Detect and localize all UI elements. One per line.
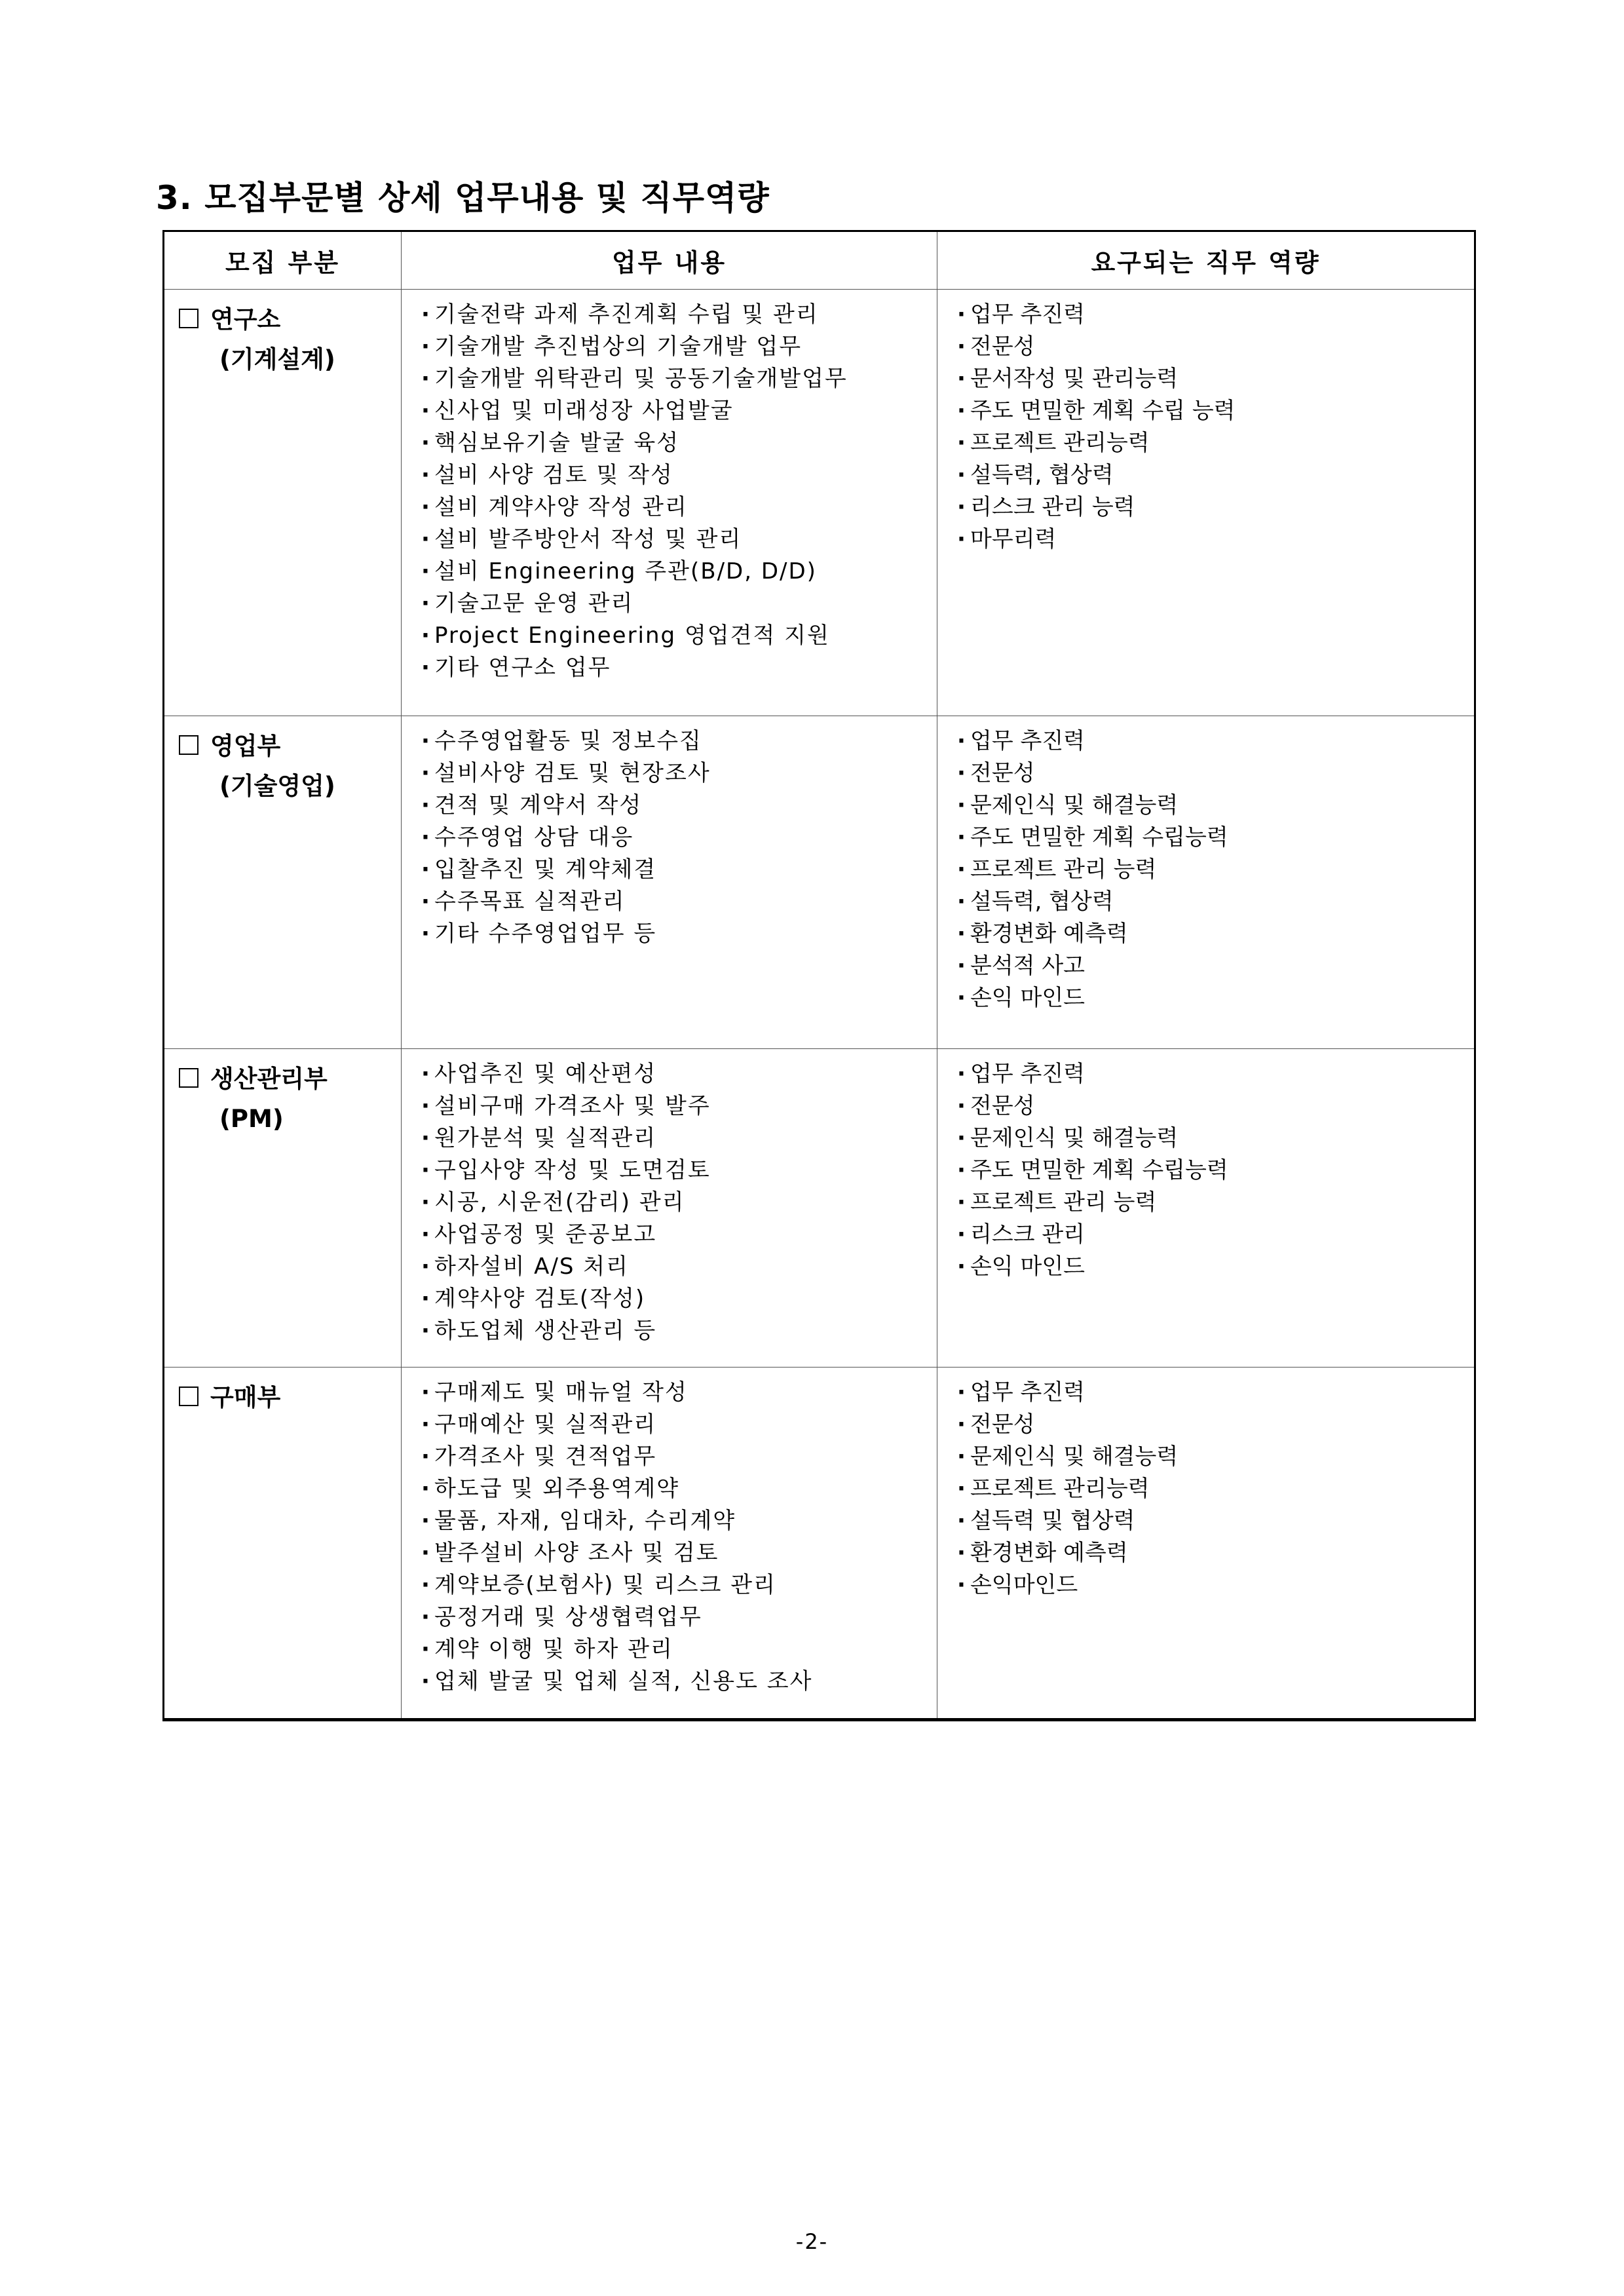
skill-item [957, 1090, 1474, 1122]
bullet-dot-icon: · [957, 1379, 966, 1406]
skill-item [957, 790, 1474, 822]
task-text: 기술개발 추진법상의 기술개발 업무 [434, 334, 803, 360]
bullet-dot-icon: · [421, 1061, 431, 1087]
skills-cell [937, 716, 1475, 1049]
bullet-dot-icon: · [421, 301, 431, 328]
task-item [421, 757, 937, 790]
task-item [421, 299, 937, 331]
skill-item [957, 1377, 1474, 1409]
task-item [421, 1122, 937, 1155]
skills-cell [937, 1368, 1475, 1720]
bullet-dot-icon: · [421, 1572, 431, 1598]
task-text: 신사업 및 미래성장 사업발굴 [434, 398, 734, 424]
task-item [421, 491, 937, 524]
skill-item [957, 950, 1474, 982]
task-text: 발주설비 사양 조사 및 검토 [434, 1540, 719, 1566]
task-text: 하도급 및 외주용역계약 [434, 1476, 680, 1502]
checkbox-square-icon [179, 1387, 198, 1406]
skill-text: 문서작성 및 관리능력 [970, 366, 1179, 392]
skill-text: 프로젝트 관리 능력 [970, 856, 1157, 883]
task-item [421, 1219, 937, 1251]
bullet-dot-icon: · [957, 1253, 966, 1280]
table-row [164, 1049, 1475, 1368]
department-name: 구매부 [210, 1383, 281, 1411]
department-label [164, 716, 401, 805]
skill-item [957, 459, 1474, 491]
bullet-dot-icon: · [957, 334, 966, 360]
tasks-cell [402, 1049, 937, 1368]
task-item [421, 1537, 937, 1569]
tasks-cell [402, 716, 937, 1049]
skill-item [957, 363, 1474, 395]
department-label [164, 1368, 401, 1419]
checkbox-square-icon [179, 309, 198, 328]
skill-text: 문제인식 및 해결능력 [970, 792, 1179, 818]
skills-cell [937, 1049, 1475, 1368]
task-item [421, 1377, 937, 1409]
task-item [421, 395, 937, 427]
skill-item [957, 331, 1474, 363]
task-item [421, 1090, 937, 1122]
bullet-dot-icon: · [421, 655, 431, 681]
skill-text: 설득력, 협상력 [970, 889, 1114, 915]
skill-item [957, 918, 1474, 950]
task-text: 설비사양 검토 및 현장조사 [434, 760, 711, 786]
task-list [402, 1368, 937, 1698]
task-text: 시공, 시운전(감리) 관리 [434, 1189, 685, 1215]
task-text: 계약보증(보험사) 및 리스크 관리 [434, 1572, 776, 1598]
task-item [421, 620, 937, 652]
department-subtitle: (기술영업) [219, 772, 335, 800]
bullet-dot-icon: · [421, 462, 431, 488]
bullet-dot-icon: · [957, 1221, 966, 1248]
task-list [402, 716, 937, 950]
skill-text: 손익 마인드 [970, 985, 1086, 1011]
tasks-cell [402, 290, 937, 716]
bullet-dot-icon: · [421, 792, 431, 818]
task-item [421, 459, 937, 491]
skill-text: 업무 추진력 [970, 1379, 1086, 1406]
bullet-dot-icon: · [421, 1286, 431, 1312]
task-list [402, 1049, 937, 1347]
bullet-dot-icon: · [957, 430, 966, 456]
bullet-dot-icon: · [957, 398, 966, 424]
task-text: 설비 Engineering 주관(B/D, D/D) [434, 558, 817, 584]
skill-item [957, 427, 1474, 459]
task-item [421, 556, 937, 588]
skill-text: 문제인식 및 해결능력 [970, 1125, 1179, 1151]
bullet-dot-icon: · [957, 728, 966, 754]
task-list [402, 290, 937, 684]
bullet-dot-icon: · [421, 921, 431, 947]
task-item [421, 331, 937, 363]
task-item [421, 363, 937, 395]
department-name: 생산관리부 [210, 1065, 328, 1093]
bullet-dot-icon: · [957, 526, 966, 552]
skill-item [957, 1409, 1474, 1441]
header-tasks: 업무 내용 [402, 231, 937, 290]
skill-item [957, 1569, 1474, 1601]
department-cell [164, 290, 402, 716]
bullet-dot-icon: · [421, 1157, 431, 1183]
task-text: 가격조사 및 견적업무 [434, 1444, 657, 1470]
skill-list [937, 716, 1474, 1014]
bullet-dot-icon: · [957, 1444, 966, 1470]
bullet-dot-icon: · [421, 856, 431, 883]
bullet-dot-icon: · [421, 1411, 431, 1438]
task-item [421, 886, 937, 918]
header-department: 모집 부분 [164, 231, 402, 290]
task-text: 기타 수주영업업무 등 [434, 921, 657, 947]
bullet-dot-icon: · [421, 1508, 431, 1534]
skill-item [957, 854, 1474, 886]
skill-text: 전문성 [970, 1093, 1035, 1119]
task-text: 하도업체 생산관리 등 [434, 1318, 657, 1344]
bullet-dot-icon: · [421, 1604, 431, 1630]
bullet-dot-icon: · [957, 366, 966, 392]
task-item [421, 1441, 937, 1473]
task-item [421, 918, 937, 950]
skill-item [957, 757, 1474, 790]
department-label [164, 290, 401, 379]
bullet-dot-icon: · [421, 1253, 431, 1280]
bullet-dot-icon: · [421, 1444, 431, 1470]
bullet-dot-icon: · [421, 1540, 431, 1566]
task-item [421, 1058, 937, 1090]
task-text: 계약 이행 및 하자 관리 [434, 1636, 673, 1662]
bullet-dot-icon: · [421, 622, 431, 649]
task-item [421, 652, 937, 684]
task-text: 설비 발주방안서 작성 및 관리 [434, 526, 742, 552]
skills-cell [937, 290, 1475, 716]
task-item [421, 588, 937, 620]
task-item [421, 790, 937, 822]
bullet-dot-icon: · [957, 1572, 966, 1598]
skill-text: 전문성 [970, 334, 1035, 360]
bullet-dot-icon: · [957, 889, 966, 915]
skill-item [957, 725, 1474, 757]
skill-text: 환경변화 예측력 [970, 1540, 1128, 1566]
skill-text: 업무 추진력 [970, 301, 1086, 328]
bullet-dot-icon: · [421, 1125, 431, 1151]
skill-item [957, 1155, 1474, 1187]
skill-item [957, 886, 1474, 918]
skill-text: 프로젝트 관리능력 [970, 1476, 1150, 1502]
task-text: 사업공정 및 준공보고 [434, 1221, 657, 1248]
task-item [421, 1666, 937, 1698]
bullet-dot-icon: · [421, 494, 431, 520]
header-skills: 요구되는 직무 역량 [937, 231, 1475, 290]
task-text: 기타 연구소 업무 [434, 655, 611, 681]
skill-text: 전문성 [970, 1411, 1035, 1438]
bullet-dot-icon: · [421, 1668, 431, 1694]
task-text: 계약사양 검토(작성) [434, 1286, 646, 1312]
bullet-dot-icon: · [957, 1157, 966, 1183]
task-text: 구매예산 및 실적관리 [434, 1411, 657, 1438]
task-item [421, 822, 937, 854]
bullet-dot-icon: · [421, 1476, 431, 1502]
task-item [421, 1155, 937, 1187]
bullet-dot-icon: · [421, 1221, 431, 1248]
department-subtitle: (PM) [219, 1105, 284, 1133]
task-item [421, 1283, 937, 1315]
task-text: 업체 발굴 및 업체 실적, 신용도 조사 [434, 1668, 813, 1694]
skill-text: 리스크 관리 [970, 1221, 1086, 1248]
task-item [421, 1569, 937, 1601]
task-text: 설비 사양 검토 및 작성 [434, 462, 673, 488]
task-item [421, 427, 937, 459]
skill-item [957, 1473, 1474, 1505]
skill-text: 주도 면밀한 계획 수립 능력 [970, 398, 1236, 424]
skill-text: 분석적 사고 [970, 953, 1086, 979]
bullet-dot-icon: · [957, 1508, 966, 1534]
task-text: 구입사양 작성 및 도면검토 [434, 1157, 711, 1183]
task-text: 사업추진 및 예산편성 [434, 1061, 657, 1087]
bullet-dot-icon: · [957, 760, 966, 786]
skill-text: 설득력, 협상력 [970, 462, 1114, 488]
skill-item [957, 395, 1474, 427]
bullet-dot-icon: · [421, 430, 431, 456]
bullet-dot-icon: · [421, 824, 431, 851]
department-cell [164, 1368, 402, 1720]
department-subtitle: (기계설계) [219, 345, 335, 373]
task-text: 기술개발 위탁관리 및 공동기술개발업무 [434, 366, 848, 392]
checkbox-square-icon [179, 1068, 198, 1088]
skill-text: 주도 면밀한 계획 수립능력 [970, 1157, 1228, 1183]
bullet-dot-icon: · [957, 1540, 966, 1566]
skill-item [957, 1441, 1474, 1473]
table-header-row [164, 231, 1475, 290]
skill-item [957, 299, 1474, 331]
task-item [421, 1473, 937, 1505]
recruitment-detail-table [162, 230, 1476, 1721]
task-text: 견적 및 계약서 작성 [434, 792, 643, 818]
department-label [164, 1049, 401, 1138]
bullet-dot-icon: · [957, 1476, 966, 1502]
table-row [164, 716, 1475, 1049]
skill-text: 설득력 및 협상력 [970, 1508, 1135, 1534]
skill-item [957, 1122, 1474, 1155]
bullet-dot-icon: · [421, 366, 431, 392]
task-item [421, 725, 937, 757]
task-text: 설비구매 가격조사 및 발주 [434, 1093, 711, 1119]
bullet-dot-icon: · [957, 1125, 966, 1151]
task-item [421, 1601, 937, 1634]
bullet-dot-icon: · [957, 985, 966, 1011]
bullet-dot-icon: · [421, 558, 431, 584]
bullet-dot-icon: · [421, 1189, 431, 1215]
bullet-dot-icon: · [957, 1093, 966, 1119]
bullet-dot-icon: · [421, 728, 431, 754]
skill-item [957, 1219, 1474, 1251]
task-item [421, 1315, 937, 1347]
task-text: 수주영업 상담 대응 [434, 824, 634, 851]
bullet-dot-icon: · [957, 1189, 966, 1215]
task-item [421, 1634, 937, 1666]
task-text: 기술고문 운영 관리 [434, 590, 634, 617]
bullet-dot-icon: · [421, 1636, 431, 1662]
table-row [164, 290, 1475, 716]
bullet-dot-icon: · [421, 889, 431, 915]
task-item [421, 854, 937, 886]
skill-item [957, 491, 1474, 524]
task-item [421, 1251, 937, 1283]
bullet-dot-icon: · [957, 953, 966, 979]
bullet-dot-icon: · [957, 1061, 966, 1087]
skill-text: 프로젝트 관리 능력 [970, 1189, 1157, 1215]
skill-text: 업무 추진력 [970, 728, 1086, 754]
skill-text: 프로젝트 관리능력 [970, 430, 1150, 456]
section-title: 3. 모집부문별 상세 업무내용 및 직무역량 [156, 179, 770, 217]
skill-item [957, 1537, 1474, 1569]
page-number: -2- [795, 2229, 829, 2254]
bullet-dot-icon: · [957, 921, 966, 947]
task-text: 물품, 자재, 임대차, 수리계약 [434, 1508, 736, 1534]
skill-item [957, 524, 1474, 556]
bullet-dot-icon: · [957, 494, 966, 520]
task-text: 입찰추진 및 계약체결 [434, 856, 657, 883]
skill-text: 환경변화 예측력 [970, 921, 1128, 947]
bullet-dot-icon: · [421, 398, 431, 424]
skill-item [957, 822, 1474, 854]
task-text: 원가분석 및 실적관리 [434, 1125, 657, 1151]
department-cell [164, 716, 402, 1049]
task-text: 수주영업활동 및 정보수집 [434, 728, 702, 754]
task-item [421, 1187, 937, 1219]
bullet-dot-icon: · [421, 334, 431, 360]
skill-text: 리스크 관리 능력 [970, 494, 1135, 520]
skill-text: 마무리력 [970, 526, 1057, 552]
task-item [421, 1505, 937, 1537]
task-text: 설비 계약사양 작성 관리 [434, 494, 688, 520]
department-name: 연구소 [210, 305, 281, 334]
task-item [421, 524, 937, 556]
task-text: 수주목표 실적관리 [434, 889, 626, 915]
skill-item [957, 1187, 1474, 1219]
skill-text: 주도 면밀한 계획 수립능력 [970, 824, 1228, 851]
task-item [421, 1409, 937, 1441]
skill-item [957, 1058, 1474, 1090]
bullet-dot-icon: · [957, 462, 966, 488]
skill-item [957, 982, 1474, 1014]
task-text: Project Engineering 영업견적 지원 [434, 622, 830, 649]
bullet-dot-icon: · [421, 590, 431, 617]
tasks-cell [402, 1368, 937, 1720]
bullet-dot-icon: · [421, 1379, 431, 1406]
task-text: 하자설비 A/S 처리 [434, 1253, 629, 1280]
task-text: 기술전략 과제 추진계획 수립 및 관리 [434, 301, 819, 328]
bullet-dot-icon: · [421, 1093, 431, 1119]
bullet-dot-icon: · [957, 1411, 966, 1438]
skill-text: 손익 마인드 [970, 1253, 1086, 1280]
skill-list [937, 1049, 1474, 1283]
bullet-dot-icon: · [957, 856, 966, 883]
skill-list [937, 290, 1474, 556]
bullet-dot-icon: · [957, 792, 966, 818]
bullet-dot-icon: · [957, 301, 966, 328]
skill-text: 문제인식 및 해결능력 [970, 1444, 1179, 1470]
bullet-dot-icon: · [421, 760, 431, 786]
department-cell [164, 1049, 402, 1368]
department-name: 영업부 [210, 732, 281, 760]
bullet-dot-icon: · [957, 824, 966, 851]
skill-list [937, 1368, 1474, 1601]
task-text: 구매제도 및 매뉴얼 작성 [434, 1379, 688, 1406]
checkbox-square-icon [179, 735, 198, 755]
skill-text: 업무 추진력 [970, 1061, 1086, 1087]
task-text: 핵심보유기술 발굴 육성 [434, 430, 680, 456]
bullet-dot-icon: · [421, 526, 431, 552]
skill-item [957, 1251, 1474, 1283]
skill-item [957, 1505, 1474, 1537]
skill-text: 전문성 [970, 760, 1035, 786]
bullet-dot-icon: · [421, 1318, 431, 1344]
task-text: 공정거래 및 상생협력업무 [434, 1604, 702, 1630]
skill-text: 손익마인드 [970, 1572, 1078, 1598]
table-row [164, 1368, 1475, 1720]
